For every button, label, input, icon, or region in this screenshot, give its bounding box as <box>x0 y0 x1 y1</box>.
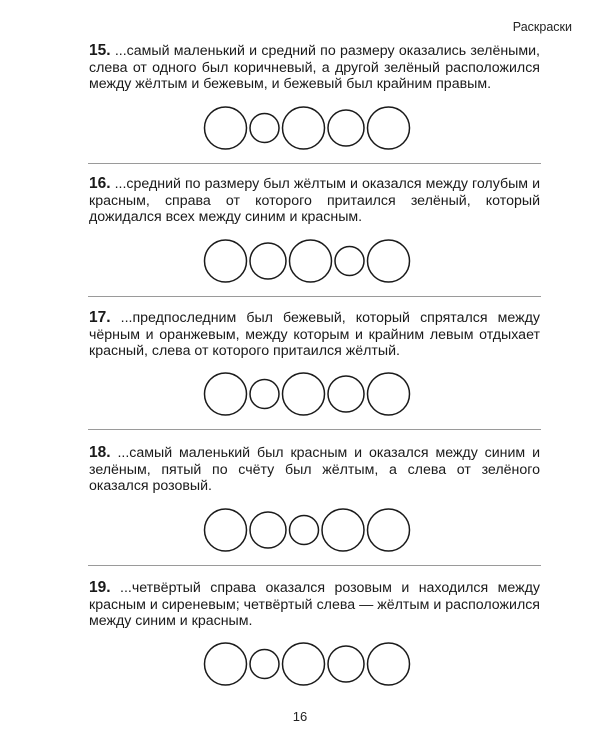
coloring-circle-large <box>283 643 325 685</box>
divider <box>88 565 541 566</box>
circle-row <box>0 505 600 555</box>
coloring-circle-large <box>205 107 247 149</box>
task-text: ...средний по размеру был жёлтым и оказался между голубым и красным, справа от которого притаился зелёный, который дожидался всех между синим и красным. <box>89 176 540 225</box>
coloring-circle-large <box>322 509 364 551</box>
divider <box>88 163 541 164</box>
coloring-circle-large <box>205 643 247 685</box>
task-15 <box>89 43 540 93</box>
coloring-circle-large <box>205 509 247 551</box>
coloring-circle-medium <box>328 110 364 146</box>
coloring-circle-large <box>290 240 332 282</box>
circle-row-svg <box>0 236 600 286</box>
circle-row-svg <box>0 103 600 153</box>
circle-row <box>0 103 600 153</box>
section-title: Раскраски <box>512 20 572 34</box>
task-text: ...четвёртый справа оказался розовым и находился между красным и сиреневым; четвёртый слева — жёлтым и расположился между синим и красным. <box>89 580 540 629</box>
circle-row-svg <box>0 639 600 689</box>
coloring-circle-large <box>205 373 247 415</box>
task-number: 15. <box>89 42 111 59</box>
circle-row <box>0 236 600 286</box>
task-19 <box>89 580 540 630</box>
coloring-circle-small <box>250 650 279 679</box>
page-number: 16 <box>292 709 308 724</box>
coloring-circle-small <box>250 114 279 143</box>
divider <box>88 296 541 297</box>
task-text: ...предпоследним был бежевый, который спрятался между чёрным и оранжевым, между которым и крайним левым отдыхает красный, слева от которого притаился жёлтый. <box>89 310 540 359</box>
coloring-circle-large <box>368 240 410 282</box>
coloring-circle-small <box>250 380 279 409</box>
coloring-circle-medium <box>250 512 286 548</box>
task-text: ...самый маленький был красным и оказался между синим и зелёным, пятый по счёту был жёлтым, а слева от зелёного оказался розовый. <box>89 445 540 494</box>
circle-row <box>0 639 600 689</box>
task-number: 17. <box>89 309 111 326</box>
task-18 <box>89 445 540 495</box>
circle-row-svg <box>0 369 600 419</box>
coloring-circle-small <box>290 516 319 545</box>
coloring-circle-large <box>283 373 325 415</box>
task-17 <box>89 310 540 360</box>
coloring-circle-large <box>283 107 325 149</box>
coloring-circle-medium <box>328 646 364 682</box>
task-number: 19. <box>89 579 111 596</box>
task-number: 18. <box>89 444 111 461</box>
coloring-circle-medium <box>250 243 286 279</box>
circle-row <box>0 369 600 419</box>
coloring-circle-large <box>368 509 410 551</box>
divider <box>88 429 541 430</box>
task-text: ...самый маленький и средний по размеру оказались зелёными, слева от одного был коричневый, а другой зелёный расположился между жёлтым и бежевым, и бежевый был крайним правым. <box>89 43 540 92</box>
task-number: 16. <box>89 175 111 192</box>
task-16 <box>89 176 540 226</box>
coloring-circle-medium <box>328 376 364 412</box>
coloring-circle-large <box>368 643 410 685</box>
coloring-circle-small <box>335 247 364 276</box>
coloring-circle-large <box>368 373 410 415</box>
circle-row-svg <box>0 505 600 555</box>
coloring-circle-large <box>368 107 410 149</box>
coloring-circle-large <box>205 240 247 282</box>
